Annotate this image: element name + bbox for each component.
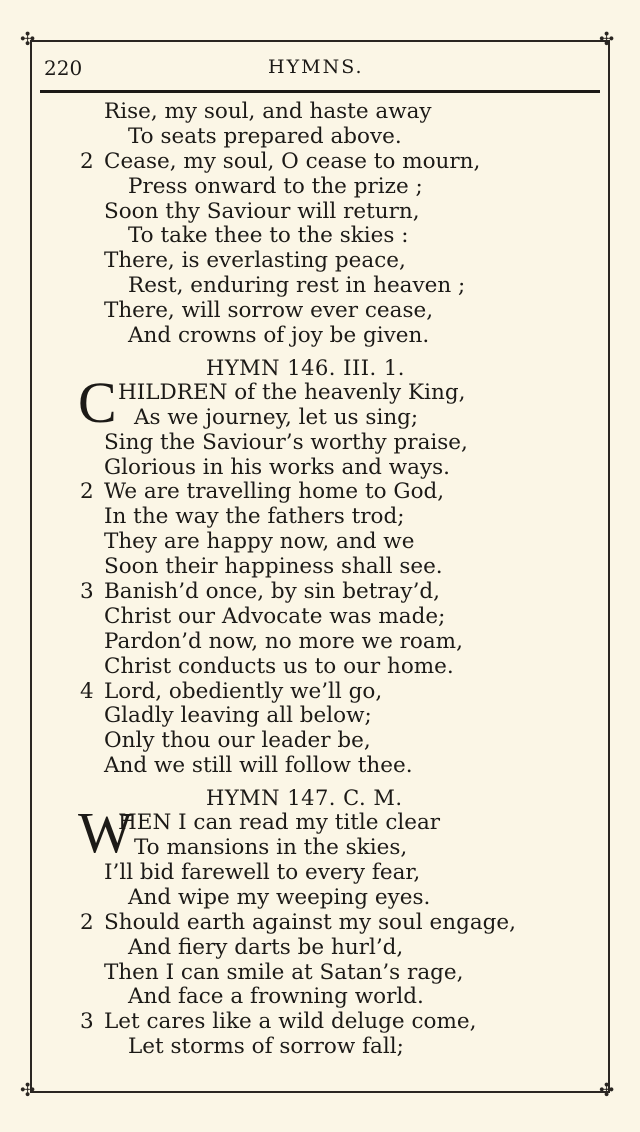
- verse-line: [0, 274, 640, 299]
- verse-text: Pardon’d now, no more we roam,: [104, 628, 463, 654]
- page-content: [0, 100, 640, 1060]
- page-border-top: [30, 40, 610, 42]
- verse-text: Let cares like a wild deluge come,: [104, 1009, 477, 1035]
- verse-line: [0, 961, 640, 986]
- verse-text: HEN I can read my title clear: [118, 810, 441, 836]
- verse-line: [0, 431, 640, 456]
- verse-line: [0, 861, 640, 886]
- verse-text: Soon thy Saviour will return,: [104, 198, 420, 224]
- verse-text: Let storms of sorrow fall;: [128, 1034, 404, 1060]
- corner-ornament-icon: ✣: [20, 29, 36, 50]
- verse-line: [0, 505, 640, 530]
- verse-line: [0, 580, 640, 605]
- corner-ornament-icon: ✣: [599, 1080, 615, 1101]
- verse-text: To seats prepared above.: [128, 123, 402, 149]
- verse-line: [0, 324, 640, 349]
- verse-text: Lord, obediently we’ll go,: [104, 678, 383, 704]
- verse-text: I’ll bid farewell to every fear,: [104, 859, 421, 885]
- verse-text: There, is everlasting peace,: [104, 248, 406, 274]
- verse-line: [0, 200, 640, 225]
- verse-line: [0, 100, 640, 125]
- verse-text: Glorious in his works and ways.: [104, 454, 450, 480]
- verse-line: [0, 911, 640, 936]
- verse-text: Sing the Saviour’s worthy praise,: [104, 429, 468, 455]
- hymn-147-dropcap: W: [78, 800, 133, 866]
- hymn-146-text: [0, 369, 640, 779]
- verse-number: 2: [80, 909, 94, 935]
- verse-line: [0, 150, 640, 175]
- corner-ornament-icon: ✣: [599, 29, 615, 50]
- verse-text: Should earth against my soul engage,: [104, 909, 516, 935]
- verse-text: They are happy now, and we: [104, 529, 415, 555]
- verse-text: Rise, my soul, and haste away: [104, 99, 432, 124]
- verse-number: 2: [80, 479, 94, 505]
- continuation-verses: [0, 100, 640, 349]
- verse-line: [0, 480, 640, 505]
- verse-text: Christ our Advocate was made;: [104, 603, 446, 629]
- hymn-147-title: HYMN 147. C. M.: [206, 786, 403, 811]
- verse-line: [0, 811, 640, 836]
- verse-text: And we still will follow thee.: [104, 753, 413, 779]
- verse-text: And crowns of joy be given.: [128, 323, 430, 349]
- verse-line: [0, 381, 640, 406]
- verse-line: [0, 605, 640, 630]
- verse-line: [0, 729, 640, 754]
- verse-text: Christ conducts us to our home.: [104, 653, 454, 679]
- verse-line: [0, 175, 640, 200]
- verse-text: To mansions in the skies,: [134, 835, 408, 861]
- verse-line: [0, 224, 640, 249]
- hymn-146-dropcap: C: [78, 369, 117, 435]
- verse-line: [0, 985, 640, 1010]
- page-number: 220: [44, 56, 83, 80]
- verse-line: [0, 704, 640, 729]
- corner-ornament-icon: ✣: [20, 1080, 36, 1101]
- verse-line: [0, 456, 640, 481]
- verse-text: HILDREN of the heavenly King,: [118, 379, 466, 405]
- verse-line: [0, 680, 640, 705]
- verse-line: [0, 754, 640, 779]
- verse-line: [0, 936, 640, 961]
- verse-line: [0, 249, 640, 274]
- verse-text: Gladly leaving all below;: [104, 703, 372, 729]
- verse-text: There, will sorrow ever cease,: [104, 298, 434, 324]
- verse-line: [0, 886, 640, 911]
- verse-line: [0, 1010, 640, 1035]
- verse-text: Rest, enduring rest in heaven ;: [128, 273, 466, 299]
- verse-text: In the way the fathers trod;: [104, 504, 405, 530]
- verse-line: [0, 655, 640, 680]
- verse-text: And fiery darts be hurl’d,: [128, 934, 404, 960]
- running-head: HYMNS.: [268, 56, 364, 78]
- verse-number: 4: [80, 678, 94, 704]
- verse-number: 3: [80, 1009, 94, 1035]
- verse-line: [0, 836, 640, 861]
- verse-text: To take thee to the skies :: [128, 223, 409, 249]
- verse-number: 3: [80, 579, 94, 605]
- verse-text: We are travelling home to God,: [104, 479, 445, 505]
- verse-line: [0, 530, 640, 555]
- verse-text: And face a frowning world.: [128, 984, 424, 1010]
- verse-line: [0, 555, 640, 580]
- verse-line: [0, 1035, 640, 1060]
- verse-line: [0, 406, 640, 431]
- verse-text: And wipe my weeping eyes.: [128, 884, 431, 910]
- verse-line: [0, 125, 640, 150]
- verse-text: Only thou our leader be,: [104, 728, 371, 754]
- verse-text: Press onward to the prize ;: [128, 173, 423, 199]
- hymn-146-title: HYMN 146. III. 1.: [206, 355, 405, 380]
- verse-text: Banish’d once, by sin betray’d,: [104, 579, 441, 605]
- verse-number: 2: [80, 148, 94, 174]
- verse-text: Then I can smile at Satan’s rage,: [104, 959, 464, 985]
- header-rule: [40, 90, 600, 93]
- page-border-bottom: [30, 1091, 610, 1093]
- hymn-147-text: [0, 800, 640, 1060]
- verse-line: [0, 299, 640, 324]
- verse-text: As we journey, let us sing;: [134, 404, 419, 430]
- verse-line: [0, 630, 640, 655]
- verse-text: Soon their happiness shall see.: [104, 554, 443, 580]
- verse-text: Cease, my soul, O cease to mourn,: [104, 148, 481, 174]
